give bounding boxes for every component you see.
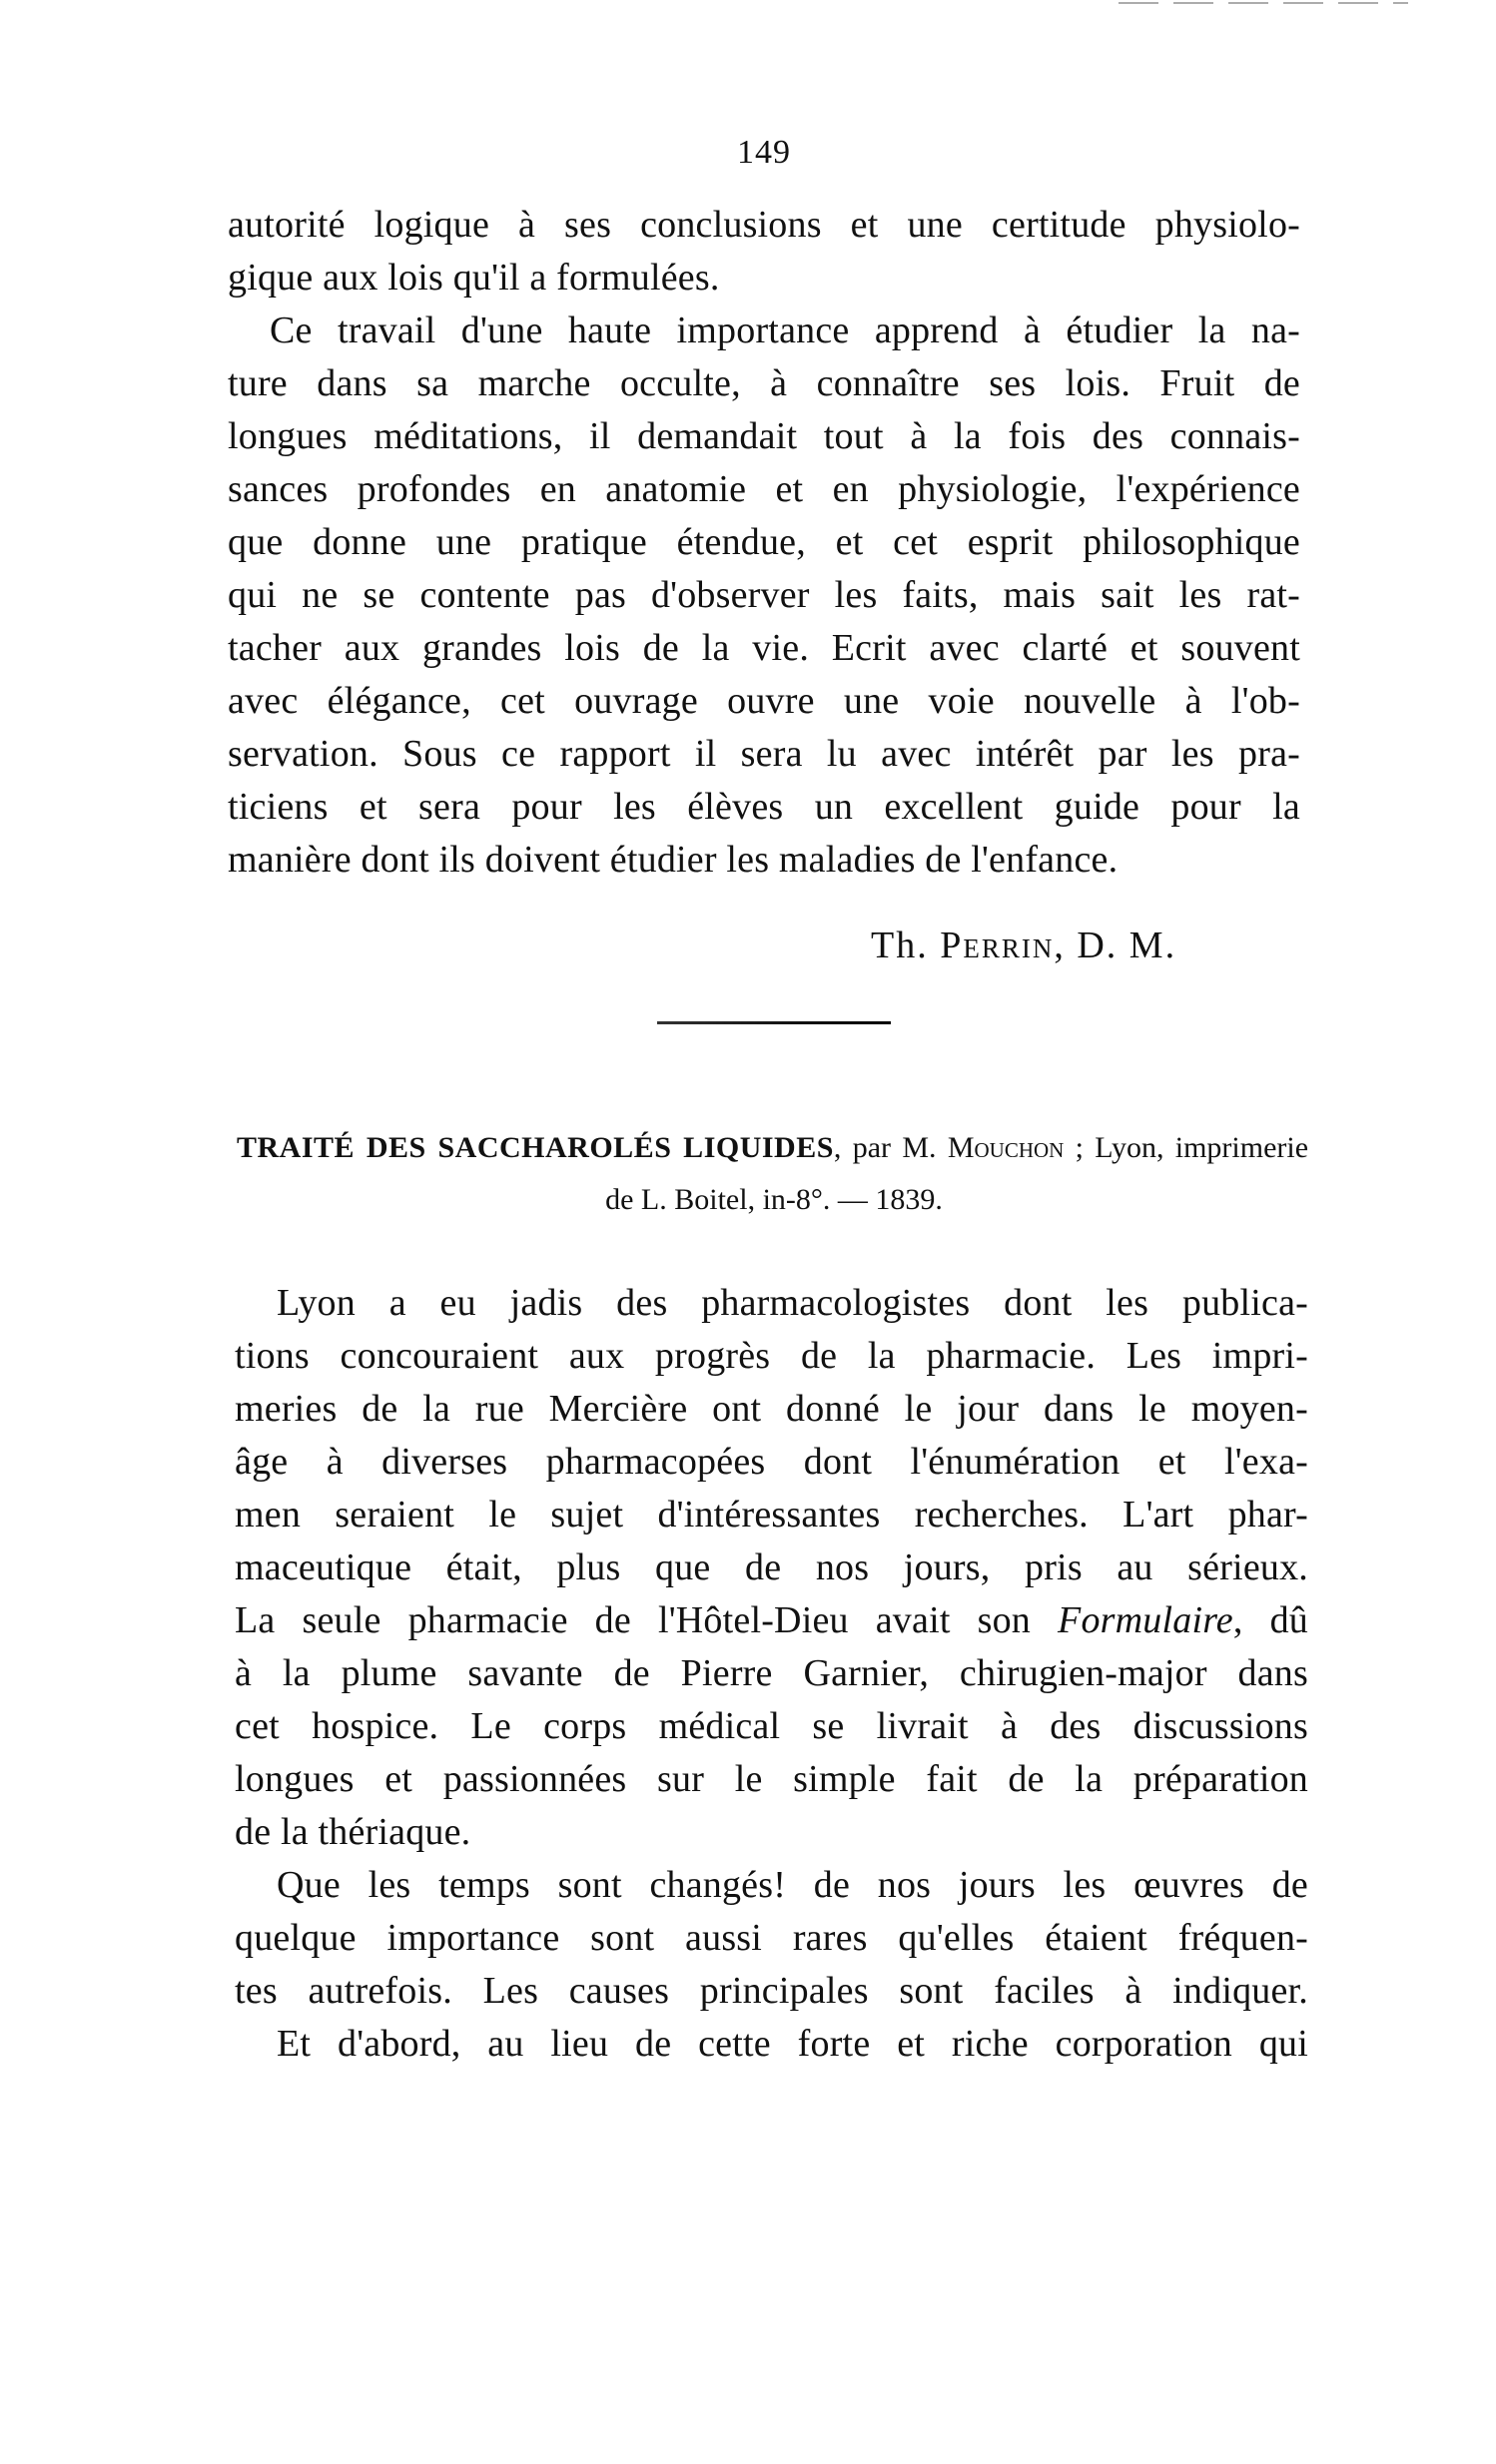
text-line: Et d'abord, au lieu de cette forte et riche corporation qui (277, 2023, 1308, 2065)
text-line: servation. Sous ce rapport il sera lu avec intérêt par les pra- (228, 733, 1300, 775)
text-line: qui ne se contente pas d'observer les faits, mais sait les rat- (228, 574, 1300, 616)
text-line: autorité logique à ses conclusions et une certitude physiolo- (228, 204, 1300, 246)
text-line: avec élégance, cet ouvrage ouvre une voie nouvelle à l'ob- (228, 680, 1300, 722)
text-line: cet hospice. Le corps médical se livrait à des discussions (235, 1705, 1308, 1747)
author-name: Mouchon (947, 1131, 1065, 1164)
review-heading (237, 1128, 1308, 1168)
text-line: sances profondes en anatomie et en physiologie, l'expérience (228, 468, 1300, 510)
publisher-info: ; Lyon, imprimerie (1075, 1131, 1309, 1164)
text-line: men seraient le sujet d'intéressantes recherches. L'art phar- (235, 1494, 1308, 1536)
text-line: âge à diverses pharmacopées dont l'énumération et l'exa- (235, 1441, 1308, 1483)
text-line: Lyon a eu jadis des pharmacologistes dont les publica- (277, 1282, 1308, 1324)
signature (871, 921, 1176, 970)
text-line: à la plume savante de Pierre Garnier, chirugien-major dans (235, 1652, 1308, 1694)
text-line: ture dans sa marche occulte, à connaître ses lois. Fruit de (228, 362, 1300, 404)
text-line: meries de la rue Mercière ont donné le jour dans le moyen- (235, 1388, 1308, 1430)
text-line: quelque importance sont aussi rares qu'elles étaient fréquen- (235, 1917, 1308, 1959)
signature-prefix: Th. (871, 924, 929, 966)
section-divider (657, 1021, 891, 1024)
text-line: tacher aux grandes lois de la vie. Ecrit avec clarté et souvent (228, 627, 1300, 669)
text-line: tes autrefois. Les causes principales sont faciles à indiquer. (235, 1970, 1308, 2012)
signature-name: Perrin (940, 924, 1055, 966)
text-line: que donne une pratique étendue, et cet esprit philosophique (228, 521, 1300, 563)
text-line: longues méditations, il demandait tout à la fois des connais- (228, 415, 1300, 457)
text-line: maceutique était, plus que de nos jours, pris au sérieux. (235, 1546, 1308, 1588)
text-line: manière dont ils doivent étudier les maladies de l'enfance. (228, 839, 1119, 881)
text-line: tions concouraient aux progrès de la pharmacie. Les impri- (235, 1335, 1308, 1377)
text-line: longues et passionnées sur le simple fait de la préparation (235, 1758, 1308, 1800)
text-segment: La seule pharmacie de l'Hôtel-Dieu avait son (235, 1599, 1032, 1641)
text-line: ticiens et sera pour les élèves un excellent guide pour la (228, 786, 1300, 828)
book-title: TRAITÉ DES SACCHAROLÉS LIQUIDES (237, 1131, 834, 1164)
publication-details: de L. Boitel, in-8°. — 1839. (605, 1183, 943, 1216)
page-number: 149 (737, 134, 791, 171)
italic-title: Formulaire (1058, 1599, 1233, 1641)
signature-suffix: , D. M. (1054, 924, 1177, 966)
author-prefix: , par M. (833, 1131, 937, 1164)
text-line: Ce travail d'une haute importance apprend à étudier la na- (270, 309, 1300, 351)
text-line: de la thériaque. (235, 1811, 471, 1853)
text-line (235, 1595, 1308, 1645)
text-segment: , dû (1232, 1599, 1308, 1641)
text-line: gique aux lois qu'il a formulées. (228, 257, 720, 299)
text-line: Que les temps sont changés! de nos jours les œuvres de (277, 1864, 1308, 1906)
scan-artifact (1119, 2, 1408, 4)
